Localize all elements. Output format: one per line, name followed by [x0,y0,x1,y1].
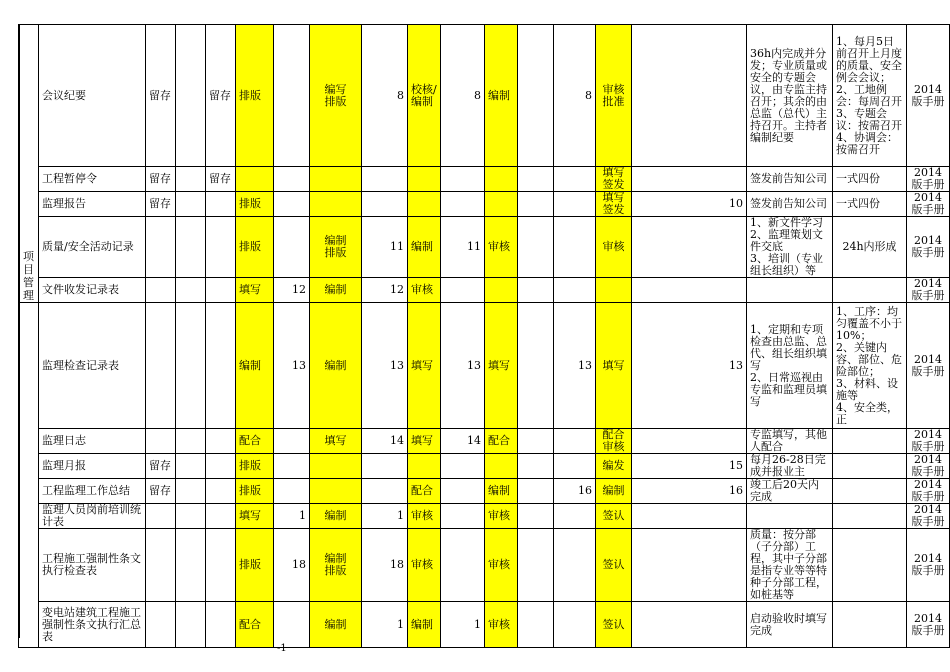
cell-col-1: 留存 [146,192,176,217]
cell-col-8: 填写 [408,303,441,429]
cell-col-12: 13 [554,303,596,429]
manual-cell: 2014版手册 [907,454,950,479]
manual-cell: 2014版手册 [907,429,950,454]
row-name: 质量/安全活动记录 [39,217,146,278]
cell-col-3 [206,504,236,529]
cell-col-13: 签认 [596,602,632,648]
extra-subscript: -1 [277,643,287,654]
cell-col-11 [518,192,554,217]
responsibility-table [18,24,950,654]
cell-col-6 [310,192,362,217]
cell-col-12: 16 [554,479,596,504]
manual-cell: 2014版手册 [907,479,950,504]
cell-col-14 [632,504,747,529]
cell-col-12 [554,192,596,217]
manual-cell: 2014版手册 [907,217,950,278]
cell-col-12 [554,504,596,529]
cell-col-6 [310,167,362,192]
cell-col-14: 13 [632,303,747,429]
cell-col-4: 排版 [236,479,274,504]
cell-col-3 [206,217,236,278]
cell-col-9 [441,278,485,303]
cell-col-10 [485,192,518,217]
cell-col-7 [362,167,408,192]
spreadsheet [18,24,950,654]
cell-col-6: 编制 [310,504,362,529]
cell-col-11 [518,479,554,504]
cell-col-11 [518,454,554,479]
cell-col-2 [176,504,206,529]
cell-col-11 [518,217,554,278]
cell-col-12 [554,217,596,278]
cell-col-10: 审核 [485,602,518,648]
cell-col-11 [518,602,554,648]
cell-col-13: 审核 批准 [596,25,632,167]
cell-col-8: 配合 [408,479,441,504]
cell-col-14: 10 [632,192,747,217]
note-cell: 质量：按分部（子分部）工程，其中子分部是指专业等等特种子分部工程，如桩基等 [747,529,833,602]
manual-cell: 2014版手册 [907,529,950,602]
cell-col-2 [176,529,206,602]
note-cell: 签发前告知公司 [747,167,833,192]
cell-col-11 [518,278,554,303]
cell-col-8 [408,192,441,217]
row-name: 监理检查记录表 [39,303,146,429]
cell-col-14 [632,167,747,192]
cell-col-4: 排版 [236,454,274,479]
cell-col-2 [176,429,206,454]
manual-cell: 2014版手册 [907,25,950,167]
cell-col-9: 14 [441,429,485,454]
cell-col-5: 1 [274,504,310,529]
row-name: 工程施工强制性条文执行检查表 [39,529,146,602]
cell-col-3 [206,192,236,217]
cell-col-1: 留存 [146,479,176,504]
cell-col-3: 留存 [206,167,236,192]
cell-col-14 [632,217,747,278]
cell-col-3 [206,429,236,454]
cell-col-14: 16 [632,479,747,504]
row-name: 监理日志 [39,429,146,454]
cell-col-6 [310,479,362,504]
cell-col-10: 编制 [485,479,518,504]
cell-col-5 [274,479,310,504]
cell-col-7 [362,479,408,504]
frequency-cell: 一式四份 [833,167,907,192]
cell-col-7: 14 [362,429,408,454]
cell-col-7: 12 [362,278,408,303]
note-cell: 启动验收时填写完成 [747,602,833,648]
frequency-cell [833,429,907,454]
note-cell: 36h内完成并分发；专业质量或安全的专题会议，由专监主持召开；其余的由总监（总代）主持召开。主持者编制纪要 [747,25,833,167]
cell-col-9 [441,479,485,504]
cell-col-4: 排版 [236,529,274,602]
frequency-cell: 1、每月5日前召开上月度的质量、安全例会会议； 2、工地例会：每周召开 3、专题会议：按需召开 4、协调会：按需召开 [833,25,907,167]
cell-col-3 [206,454,236,479]
cell-col-13: 配合 审核 [596,429,632,454]
cell-col-4: 填写 [236,504,274,529]
cell-col-9 [441,192,485,217]
cell-col-1: 留存 [146,167,176,192]
cell-col-12 [554,278,596,303]
table-row [19,479,950,504]
row-name: 文件收发记录表 [39,278,146,303]
manual-cell: 2014版手册 [907,192,950,217]
manual-cell: 2014版手册 [907,504,950,529]
manual-cell: 2014版手册 [907,303,950,429]
table-row [19,278,950,303]
cell-col-6: 编制 排版 [310,217,362,278]
cell-col-4: 排版 [236,192,274,217]
row-name: 工程监理工作总结 [39,479,146,504]
cell-col-12: 8 [554,25,596,167]
note-cell: 每月26-28日完成并报业主 [747,454,833,479]
cell-col-7 [362,454,408,479]
note-cell [747,504,833,529]
cell-col-1: 留存 [146,454,176,479]
cell-col-9 [441,167,485,192]
cell-col-5 [274,192,310,217]
cell-col-14 [632,602,747,648]
cell-col-14 [632,25,747,167]
section-label-text: 项目管理 [23,250,34,302]
cell-col-9: 11 [441,217,485,278]
cell-col-2 [176,278,206,303]
cell-col-4 [236,167,274,192]
cell-col-7 [362,192,408,217]
cell-col-13: 填写 签发 [596,167,632,192]
cell-col-3 [206,479,236,504]
cell-col-12 [554,529,596,602]
cell-col-11 [518,429,554,454]
cell-col-6: 编写 排版 [310,25,362,167]
cell-col-4: 排版 [236,217,274,278]
cell-col-13 [596,278,632,303]
cell-col-10 [485,454,518,479]
cell-col-14: 15 [632,454,747,479]
cell-col-6: 编制 排版 [310,529,362,602]
table-row [19,429,950,454]
cell-col-3 [206,278,236,303]
cell-col-6: 编制 [310,278,362,303]
frequency-cell [833,529,907,602]
cell-col-10: 审核 [485,504,518,529]
cell-col-11 [518,303,554,429]
cell-col-1 [146,529,176,602]
cell-col-2 [176,192,206,217]
cell-col-13: 编发 [596,454,632,479]
frequency-cell [833,602,907,648]
cell-col-5: 13 [274,303,310,429]
cell-col-2 [176,217,206,278]
cell-col-3 [206,602,236,648]
cell-col-11 [518,529,554,602]
cell-col-7: 1 [362,504,408,529]
frequency-cell: 一式四份 [833,192,907,217]
cell-col-3 [206,303,236,429]
cell-col-1 [146,602,176,648]
cell-col-4: 排版 [236,25,274,167]
cell-col-2 [176,454,206,479]
cell-col-2 [176,303,206,429]
cell-col-4: 编制 [236,303,274,429]
cell-col-9 [441,504,485,529]
table-row [19,217,950,278]
cell-col-8: 审核 [408,504,441,529]
cell-col-12 [554,602,596,648]
cell-col-10: 填写 [485,303,518,429]
table-row [19,602,950,648]
cell-col-1 [146,429,176,454]
row-name: 监理月报 [39,454,146,479]
cell-col-7: 13 [362,303,408,429]
cell-col-9: 1 [441,602,485,648]
cell-col-2 [176,25,206,167]
cell-col-5 [274,429,310,454]
table-row [19,303,950,429]
cell-col-13: 编制 [596,479,632,504]
cell-col-10: 配合 [485,429,518,454]
cell-col-9 [441,454,485,479]
cell-col-13: 签认 [596,529,632,602]
cell-col-8: 审核 [408,529,441,602]
cell-col-13: 填写 签发 [596,192,632,217]
note-cell: 专监填写，其他人配合 [747,429,833,454]
cell-col-8 [408,167,441,192]
note-cell: 签发前告知公司 [747,192,833,217]
cell-col-13: 签认 [596,504,632,529]
cell-col-5 [274,454,310,479]
row-name: 工程暂停令 [39,167,146,192]
cell-col-9: 13 [441,303,485,429]
cell-col-7: 11 [362,217,408,278]
row-name: 变电站建筑工程施工强制性条文执行汇总表 [39,602,146,648]
cell-col-5 [274,602,310,654]
cell-col-2 [176,602,206,648]
frequency-cell [833,454,907,479]
row-name: 会议纪要 [39,25,146,167]
frequency-cell: 24h内形成 [833,217,907,278]
frequency-cell: 1、工序：均匀覆盖不小于10%； 2、关键内容、部位、危险部位； 3、材料、设施等 4、安全类，正 [833,303,907,429]
cell-col-12 [554,454,596,479]
cell-col-1: 留存 [146,25,176,167]
cell-col-5: 12 [274,278,310,303]
note-cell: 竣工后20天内完成 [747,479,833,504]
cell-col-10 [485,278,518,303]
cell-col-10 [485,167,518,192]
table-row [19,192,950,217]
cell-col-8: 校核/ 编制 [408,25,441,167]
row-name: 监理人员岗前培训统计表 [39,504,146,529]
cell-col-10: 审核 [485,217,518,278]
cell-col-8: 审核 [408,278,441,303]
table-row [19,454,950,479]
cell-col-14 [632,429,747,454]
cell-col-4: 配合 [236,429,274,454]
cell-col-14 [632,529,747,602]
row-name: 监理报告 [39,192,146,217]
cell-col-10: 审核 [485,529,518,602]
note-cell: 1、定期和专项检查由总监、总代、组长组织填写 2、日常巡视由专监和监理员填写 [747,303,833,429]
cell-col-5 [274,167,310,192]
cell-col-13: 填写 [596,303,632,429]
cell-col-3 [206,529,236,602]
cell-col-13: 审核 [596,217,632,278]
cell-col-1 [146,217,176,278]
cell-col-9: 8 [441,25,485,167]
table-row [19,504,950,529]
manual-cell: 2014版手册 [907,278,950,303]
section-blank [19,303,39,648]
cell-col-7: 8 [362,25,408,167]
cell-col-5 [274,25,310,167]
table-row [19,529,950,602]
cell-col-4: 配合 [236,602,274,648]
cell-col-8: 填写 [408,429,441,454]
table-row [19,25,950,167]
cell-col-6: 编制 [310,602,362,648]
cell-col-5: 18 [274,529,310,602]
cell-col-6 [310,454,362,479]
manual-cell: 2014版手册 [907,602,950,648]
frequency-cell [833,479,907,504]
cell-col-2 [176,167,206,192]
cell-col-7: 1 [362,602,408,648]
cell-col-1 [146,278,176,303]
section-label [19,25,39,303]
frequency-cell [833,278,907,303]
cell-col-11 [518,25,554,167]
note-cell: 1、新文件学习 2、监理策划文件交底 3、培训（专业组长组织）等 [747,217,833,278]
cell-col-9 [441,529,485,602]
cell-col-14 [632,278,747,303]
cell-col-8: 编制 [408,217,441,278]
cell-col-6: 填写 [310,429,362,454]
cell-col-8 [408,454,441,479]
table-row [19,167,950,192]
cell-col-1 [146,504,176,529]
cell-col-2 [176,479,206,504]
cell-col-11 [518,504,554,529]
cell-col-6: 编制 [310,303,362,429]
cell-col-4: 填写 [236,278,274,303]
cell-col-11 [518,167,554,192]
cell-col-1 [146,303,176,429]
cell-col-3: 留存 [206,25,236,167]
cell-col-12 [554,429,596,454]
manual-cell: 2014版手册 [907,167,950,192]
note-cell [747,278,833,303]
cell-col-5 [274,217,310,278]
cell-col-8: 编制 [408,602,441,648]
cell-col-7: 18 [362,529,408,602]
cell-col-12 [554,167,596,192]
frequency-cell [833,504,907,529]
cell-col-10: 编制 [485,25,518,167]
